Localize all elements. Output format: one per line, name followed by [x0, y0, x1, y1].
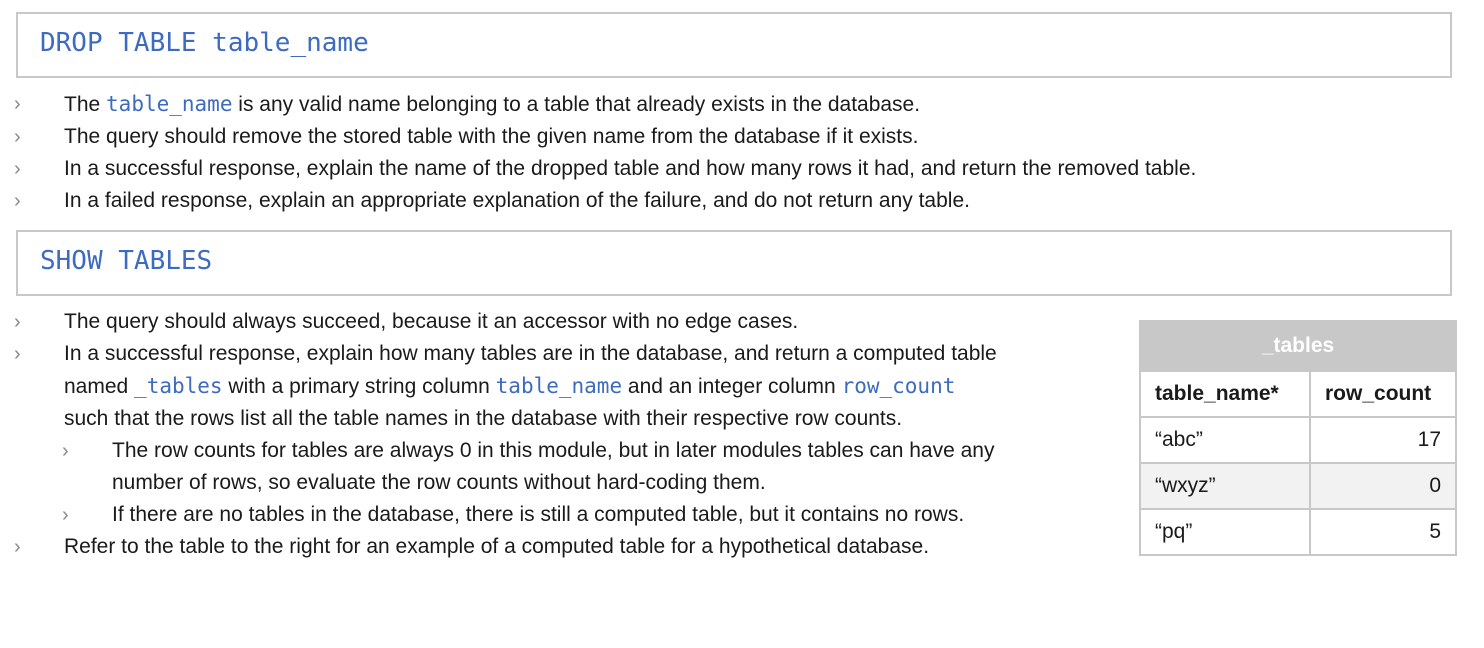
chevron-right-icon: › [62, 504, 69, 526]
show-tables-bullets [0, 306, 997, 563]
table-cell: 0 [1310, 463, 1456, 509]
sub-list-item-continuation: number of rows, so evaluate the row counts without hard-coding them. [112, 471, 766, 494]
list-item: › The query should remove the stored table with the given name from the database if it exists. [0, 121, 1196, 153]
table-row [1140, 463, 1456, 509]
list-item: › In a successful response, explain how many tables are in the database, and return a computed table [0, 338, 997, 370]
drop-table-heading-box [16, 12, 1452, 78]
list-item: › In a failed response, explain an appropriate explanation of the failure, and do not return any table. [0, 185, 1196, 217]
inline-code: row_count [841, 374, 956, 398]
inline-code: table_name [106, 92, 233, 116]
list-item: › The table_name is any valid name belonging to a table that already exists in the database. [0, 88, 1196, 121]
table-row [1140, 509, 1456, 555]
show-tables-heading: SHOW TABLES [40, 246, 213, 276]
column-header-row-count: row_count [1310, 371, 1456, 417]
drop-table-heading: DROP TABLE table_name [40, 28, 369, 58]
table-cell: “wxyz” [1140, 463, 1310, 509]
sub-list-item: › If there are no tables in the database, there is still a computed table, but it contains no rows. [0, 499, 997, 531]
chevron-right-icon: › [14, 93, 21, 115]
drop-table-bullets [0, 88, 1196, 217]
chevron-right-icon: › [14, 158, 21, 180]
example-tables-table [1139, 320, 1457, 556]
chevron-right-icon: › [62, 440, 69, 462]
column-header-table-name: table_name* [1140, 371, 1310, 417]
chevron-right-icon: › [14, 311, 21, 333]
table-caption: _tables [1140, 321, 1456, 371]
list-item-continuation: such that the rows list all the table names in the database with their respective row counts. [64, 407, 903, 430]
list-item: › The query should always succeed, because it an accessor with no edge cases. [0, 306, 997, 338]
list-item: › In a successful response, explain the name of the dropped table and how many rows it had, and return the removed table. [0, 153, 1196, 185]
table-cell: “pq” [1140, 509, 1310, 555]
chevron-right-icon: › [14, 126, 21, 148]
chevron-right-icon: › [14, 343, 21, 365]
inline-code: _tables [134, 374, 223, 398]
table-cell: “abc” [1140, 417, 1310, 463]
table-cell: 17 [1310, 417, 1456, 463]
sub-list-item: › The row counts for tables are always 0 in this module, but in later modules tables can have any [0, 435, 997, 467]
chevron-right-icon: › [14, 190, 21, 212]
inline-code: table_name [495, 374, 623, 398]
table-cell: 5 [1310, 509, 1456, 555]
chevron-right-icon: › [14, 536, 21, 558]
list-item-continuation: named _tables with a primary string column table_name and an integer column row_count [64, 374, 956, 398]
show-tables-heading-box [16, 230, 1452, 296]
table-row [1140, 417, 1456, 463]
list-item: › Refer to the table to the right for an example of a computed table for a hypothetical database. [0, 531, 997, 563]
